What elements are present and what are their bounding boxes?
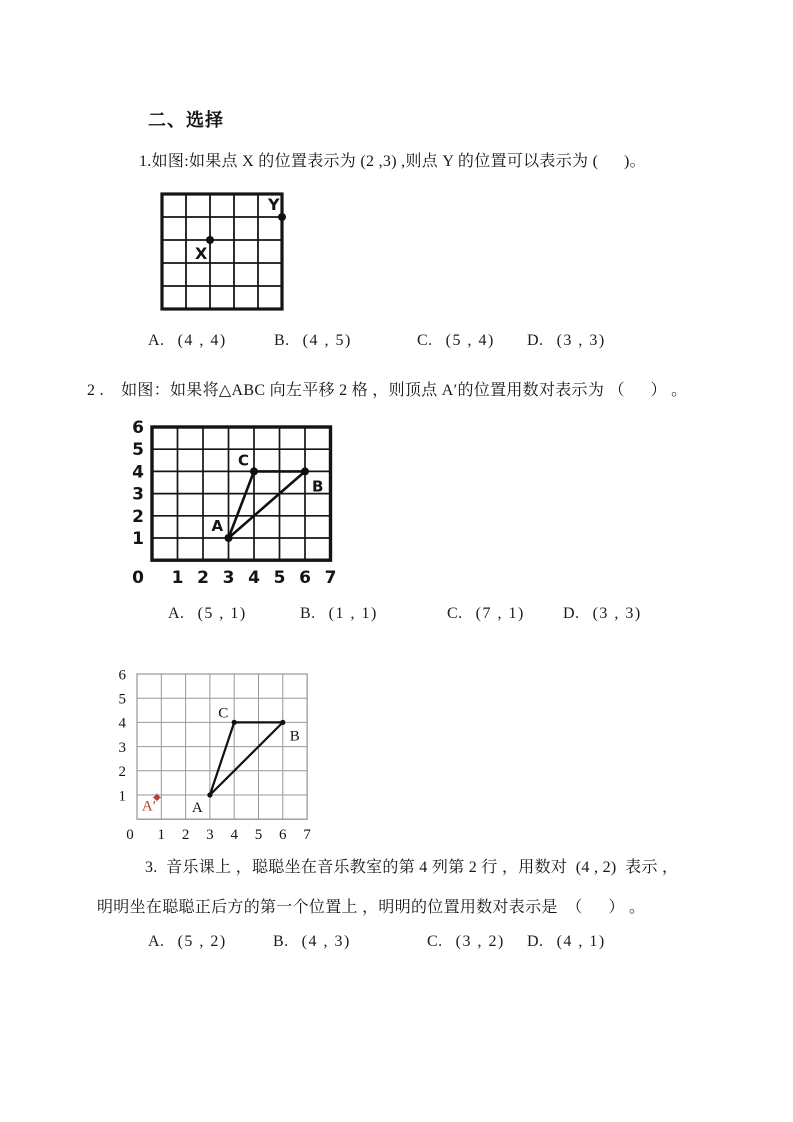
x-axis-tick-label: 0 — [132, 568, 144, 588]
x-axis-tick-label: 7 — [324, 568, 337, 588]
option-q3-a — [148, 933, 227, 951]
option-label: A. — [148, 332, 165, 349]
figure-1-grid — [157, 190, 291, 316]
option-q1-a — [148, 332, 227, 350]
point-Y — [278, 213, 286, 221]
x-axis-tick-label: 0 — [126, 827, 134, 843]
vertex-label-B: B — [312, 477, 324, 496]
y-axis-tick-label: 2 — [132, 506, 144, 527]
question-3-options — [0, 933, 793, 957]
vertex-point-C — [232, 720, 237, 725]
option-value: (4 , 1) — [556, 933, 606, 950]
option-value: (3 , 2) — [455, 933, 505, 950]
y-axis-tick-label: 1 — [118, 788, 126, 805]
y-axis-tick-label: 6 — [132, 419, 144, 438]
option-value: (1 , 1) — [328, 605, 378, 622]
vertex-label-C: C — [218, 705, 229, 722]
figure-3-grid — [109, 656, 321, 848]
option-label: A. — [148, 933, 165, 950]
grid-border — [162, 194, 282, 309]
y-axis-tick-label: 1 — [132, 528, 144, 549]
option-value: (3 , 3) — [556, 332, 606, 349]
option-q2-a — [168, 605, 247, 623]
option-q2-b — [300, 605, 378, 623]
option-value: (5 , 2) — [177, 933, 227, 950]
option-label: B. — [274, 332, 290, 349]
y-axis-tick-label: 5 — [118, 691, 126, 708]
x-axis-tick-label: 6 — [279, 827, 287, 843]
y-axis-tick-label: 3 — [132, 484, 144, 505]
option-label: D. — [527, 332, 544, 349]
option-label: B. — [300, 605, 316, 622]
option-value: (4 , 5) — [302, 332, 352, 349]
question-2-options — [0, 605, 793, 629]
question-1-text: 1.如图:如果点 X 的位置表示为 (2 ,3) ,则点 Y 的位置可以表示为 ( )。 — [139, 153, 646, 170]
vertex-label-A: A — [191, 800, 203, 816]
option-q2-c — [447, 605, 525, 623]
x-axis-tick-label: 3 — [206, 827, 214, 843]
question-3-text-line2: 明明坐在聪聪正后方的第一个位置上 ，明明的位置用数对表示是 （ ） 。 — [97, 899, 646, 916]
option-q1-c — [417, 332, 495, 350]
triangle-abc — [210, 722, 283, 795]
option-q1-d — [527, 332, 606, 350]
x-axis-tick-label: 2 — [181, 827, 190, 843]
vertex-point-C — [250, 467, 258, 475]
point-X — [206, 236, 214, 244]
x-axis-tick-label: 1 — [171, 568, 184, 588]
option-q3-d — [527, 933, 606, 951]
option-q2-d — [563, 605, 642, 623]
option-value: (5 , 4) — [445, 332, 495, 349]
option-value: (3 , 3) — [592, 605, 642, 622]
point-label-X: X — [195, 244, 208, 263]
x-axis-tick-label: 5 — [273, 568, 286, 588]
vertex-point-B — [301, 467, 309, 475]
question-2-text: 2 . 如图：如果将△ABC 向左平移 2 格 ，则顶点 A′的位置用数对表示为 （ ） 。 — [87, 382, 688, 399]
vertex-point-A — [207, 792, 212, 797]
x-axis-tick-label: 2 — [197, 568, 209, 588]
marked-point-label: A′ — [141, 798, 157, 815]
x-axis-tick-label: 7 — [303, 827, 311, 843]
point-label-Y: Y — [268, 195, 280, 214]
y-axis-tick-label: 3 — [118, 739, 126, 756]
vertex-label-B: B — [289, 728, 300, 745]
option-value: (4 , 3) — [301, 933, 351, 950]
option-value: (5 , 1) — [197, 605, 247, 622]
y-axis-tick-label: 4 — [132, 462, 144, 483]
figure-2-grid — [120, 419, 342, 593]
x-axis-tick-label: 4 — [230, 827, 238, 843]
option-q3-b — [273, 933, 351, 951]
x-axis-tick-label: 6 — [299, 568, 311, 588]
option-q1-b — [274, 332, 352, 350]
vertex-point-B — [280, 720, 285, 725]
section-heading: 二、选择 — [148, 110, 224, 130]
option-label: C. — [417, 332, 433, 349]
option-label: C. — [447, 605, 463, 622]
option-value: (7 , 1) — [475, 605, 525, 622]
x-axis-tick-label: 1 — [157, 827, 166, 843]
option-label: C. — [427, 933, 443, 950]
y-axis-tick-label: 6 — [118, 667, 126, 684]
vertex-point-A — [225, 534, 233, 542]
x-axis-tick-label: 4 — [248, 568, 260, 588]
y-axis-tick-label: 4 — [118, 715, 126, 732]
option-label: D. — [527, 933, 544, 950]
question-3-text-line1: 3. 音乐课上 ，聪聪坐在音乐教室的第 4 列第 2 行 ，用数对 (4 , 2) 表示 ， — [145, 859, 679, 876]
option-label: A. — [168, 605, 185, 622]
triangle-abc — [229, 471, 306, 538]
x-axis-tick-label: 3 — [222, 568, 235, 588]
option-label: D. — [563, 605, 580, 622]
y-axis-tick-label: 2 — [118, 764, 126, 781]
option-value: (4 , 4) — [177, 332, 227, 349]
y-axis-tick-label: 5 — [132, 440, 144, 461]
question-1-options — [0, 332, 793, 356]
vertex-label-A: A — [211, 517, 224, 535]
x-axis-tick-label: 5 — [254, 827, 263, 843]
option-label: B. — [273, 933, 289, 950]
vertex-label-C: C — [238, 451, 250, 470]
option-q3-c — [427, 933, 505, 951]
